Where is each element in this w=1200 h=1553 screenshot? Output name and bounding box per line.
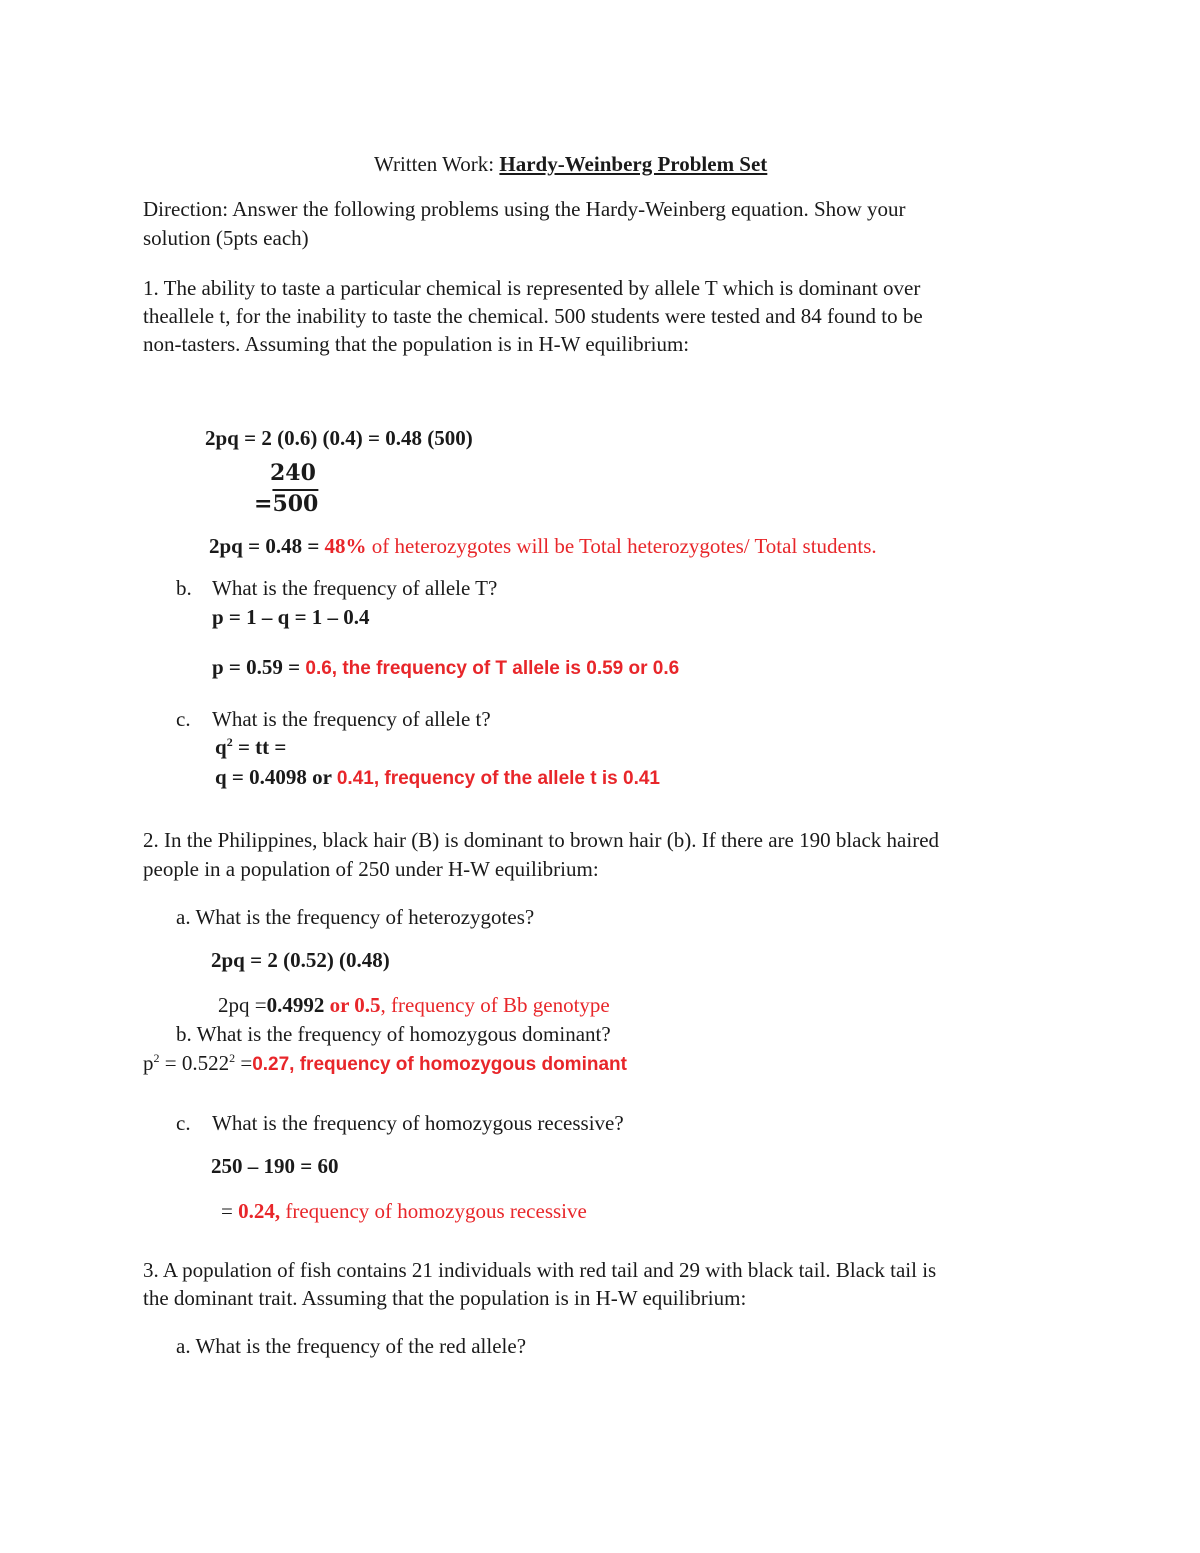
b-answer-red: 0.27, frequency of homozygous dominant	[252, 1054, 627, 1075]
problem1-b-question: What is the frequency of allele T?	[212, 576, 498, 600]
problem1-c-answer	[215, 763, 660, 793]
a-answer-rounded: or 0.5	[324, 993, 381, 1017]
c-answer-red-text: frequency of homozygous recessive	[280, 1199, 587, 1223]
problem1-c-label: c.	[176, 707, 191, 731]
b-answer-p: p	[143, 1051, 154, 1075]
b-answer-red: 0.6, the frequency of T allele is 0.59 or 0.6	[305, 658, 680, 679]
problem2-c-question: What is the frequency of homozygous recessive?	[212, 1111, 624, 1135]
problem3-line-1: 3. A population of fish contains 21 individuals with red tail and 29 with black tail. Black tail is	[143, 1258, 937, 1282]
problem1-line-2: theallele t, for the inability to taste the chemical. 500 students were tested and 84 found to be	[143, 304, 923, 328]
c-eq-post: = tt =	[232, 735, 287, 759]
problem1-fraction-numerator: 240	[270, 460, 316, 486]
problem1-line-3: non-tasters. Assuming that the population is in H-W equilibrium:	[143, 332, 690, 356]
a-answer-value: 0.4992	[266, 993, 325, 1017]
problem2-c-answer	[221, 1197, 587, 1225]
c-answer-black: q = 0.4098 or	[215, 765, 337, 789]
problem1-answer-a	[209, 532, 877, 560]
fraction-denominator-value: 500	[272, 491, 319, 517]
b-answer-mid: = 0.522	[159, 1051, 230, 1075]
page-title	[374, 150, 767, 178]
c-answer-value: 0.24,	[238, 1199, 281, 1223]
problem2-b-question: b. What is the frequency of homozygous dominant?	[176, 1022, 611, 1046]
problem2-a-equation: 2pq = 2 (0.52) (0.48)	[211, 948, 390, 972]
problem2-a-question: a. What is the frequency of heterozygotes?	[176, 905, 535, 929]
c-eq-pre: q	[215, 735, 227, 759]
direction-line-1: Direction: Answer the following problems using the Hardy-Weinberg equation. Show your	[143, 197, 906, 221]
a-answer-pre: 2pq =	[218, 993, 267, 1017]
problem1-fraction-denominator	[254, 490, 318, 518]
title-underlined: Hardy-Weinberg Problem Set	[499, 152, 768, 176]
title-prefix: Written Work:	[374, 152, 500, 176]
c-eq-superscript: 2	[226, 735, 233, 749]
problem3-line-2: the dominant trait. Assuming that the population is in H-W equilibrium:	[143, 1286, 747, 1310]
a-answer-red-text: , frequency of Bb genotype	[380, 993, 610, 1017]
problem1-b-label: b.	[176, 576, 192, 600]
problem2-line-2: people in a population of 250 under H-W equilibrium:	[143, 857, 599, 881]
answer-a-percent: 48%	[324, 534, 367, 558]
problem2-b-answer	[143, 1049, 627, 1079]
fraction-equals: =	[254, 491, 273, 517]
problem2-line-1: 2. In the Philippines, black hair (B) is dominant to brown hair (b). If there are 190 black haired	[143, 828, 940, 852]
b-answer-eq: =	[235, 1051, 253, 1075]
b-answer-black: p = 0.59 =	[212, 655, 306, 679]
problem1-c-equation	[215, 733, 286, 761]
b-answer-sup2: 2	[229, 1051, 236, 1065]
problem2-c-equation: 250 – 190 = 60	[211, 1154, 339, 1178]
problem1-c-question: What is the frequency of allele t?	[212, 707, 491, 731]
problem1-line-1: 1. The ability to taste a particular chemical is represented by allele T which is dominant over	[143, 276, 921, 300]
answer-a-red-text: of heterozygotes will be Total heterozygotes/ Total students.	[366, 534, 877, 558]
problem3-a-question: a. What is the frequency of the red allele?	[176, 1334, 527, 1358]
c-answer-black: =	[221, 1199, 239, 1223]
problem2-c-label: c.	[176, 1111, 191, 1135]
direction-line-2: solution (5pts each)	[143, 226, 309, 250]
b-answer-sup1: 2	[153, 1051, 160, 1065]
answer-a-black: 2pq = 0.48 =	[209, 534, 325, 558]
problem1-b-equation: p = 1 – q = 1 – 0.4	[212, 605, 370, 629]
problem1-eq1: 2pq = 2 (0.6) (0.4) = 0.48 (500)	[205, 426, 473, 450]
problem2-a-answer	[218, 991, 610, 1019]
c-answer-red: 0.41, frequency of the allele t is 0.41	[336, 768, 660, 789]
problem1-b-answer	[212, 653, 679, 683]
